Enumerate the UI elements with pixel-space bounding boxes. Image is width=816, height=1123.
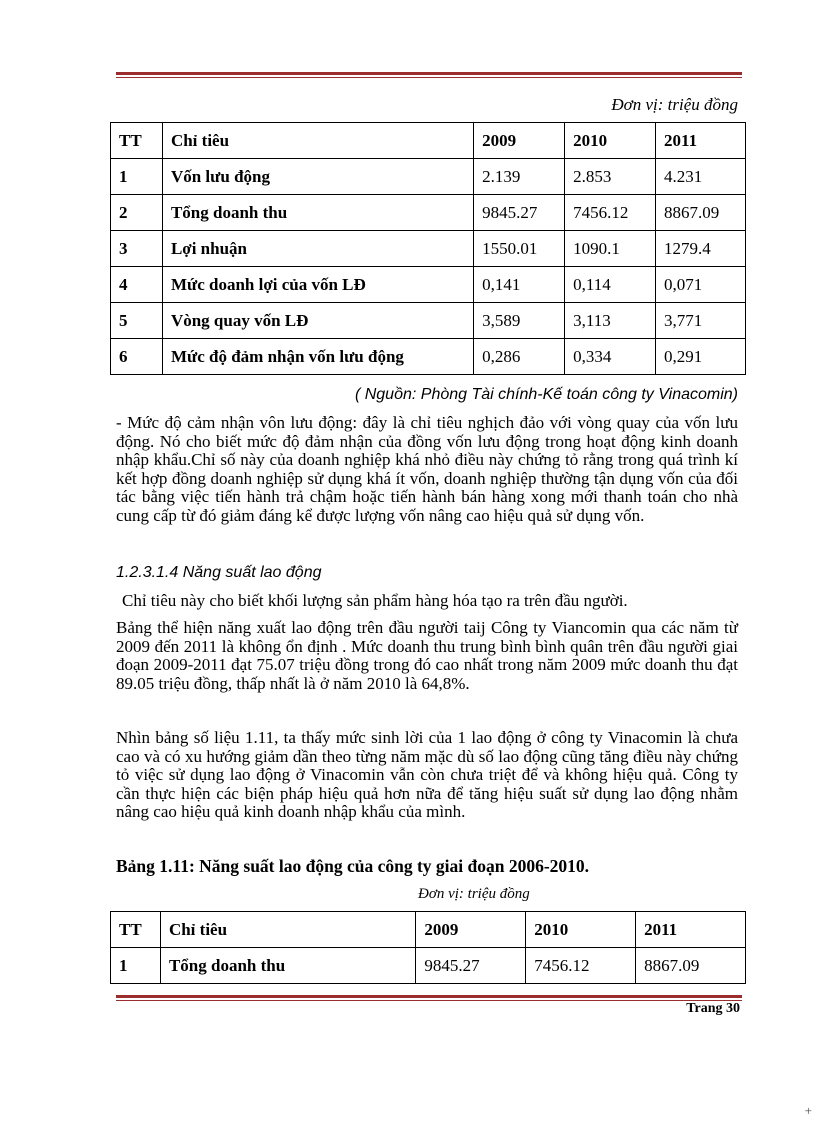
table-cell: 7456.12 bbox=[526, 948, 636, 984]
table-cell: 1 bbox=[111, 948, 161, 984]
table-cell: 3,771 bbox=[656, 303, 746, 339]
table-row bbox=[111, 195, 746, 231]
table-cell: 2.853 bbox=[565, 159, 656, 195]
table-cell: Mức độ đảm nhận vốn lưu động bbox=[162, 339, 473, 375]
table-row bbox=[111, 159, 746, 195]
table-cell: 0,071 bbox=[656, 267, 746, 303]
table-cell: 5 bbox=[111, 303, 163, 339]
table2-header-cell: 2010 bbox=[526, 912, 636, 948]
table-row bbox=[111, 267, 746, 303]
section-heading: 1.2.3.1.4 Năng suất lao động bbox=[116, 564, 322, 581]
footer-rule bbox=[116, 995, 742, 998]
table-cell: 1279.4 bbox=[656, 231, 746, 267]
header-rule-thin bbox=[116, 77, 742, 78]
footer-rule-thin bbox=[116, 1000, 742, 1001]
table-cell: 4 bbox=[111, 267, 163, 303]
table-cell: Lợi nhuận bbox=[162, 231, 473, 267]
table-cell: 4.231 bbox=[656, 159, 746, 195]
corner-mark: + bbox=[804, 1103, 812, 1118]
table2-header-cell: Chỉ tiêu bbox=[160, 912, 415, 948]
table-row bbox=[111, 231, 746, 267]
table-cell: 0,141 bbox=[474, 267, 565, 303]
table-cell: 1550.01 bbox=[474, 231, 565, 267]
table-cell: 0,291 bbox=[656, 339, 746, 375]
table-cell: 8867.09 bbox=[656, 195, 746, 231]
table-cell: 2.139 bbox=[474, 159, 565, 195]
table-cell: Tổng doanh thu bbox=[162, 195, 473, 231]
paragraph-capacity: - Mức độ cảm nhận vôn lưu động: đây là chỉ tiêu nghịch đảo với vòng quay của vốn lưu động. Nó cho biết mức độ đảm nhận của đồng vốn lưu động trong hoạt động kinh doanh nhập khẩu.Chỉ số này của doanh nghiệp khá nhỏ điều này chứng tỏ rằng trong quá trình kí kết hợp đồng doanh nghiệp sử dụng khá ít vốn, doanh nghiệp thường tận dụng vốn của đối tác bằng việc tiến hành trả chậm hoặc tiến hành bán hàng xong mới thanh toán cho nhà cung cấp từ đó giảm đáng kể được lượng vốn nâng cao hiệu quả sử dụng vốn. bbox=[116, 413, 738, 525]
table-cell: 0,114 bbox=[565, 267, 656, 303]
table1-unit: Đơn vị: triệu đồng bbox=[611, 95, 738, 114]
table2 bbox=[110, 911, 746, 984]
header-rule bbox=[116, 72, 742, 75]
table-cell: 3,589 bbox=[474, 303, 565, 339]
table2-unit: Đơn vị: triệu đồng bbox=[418, 886, 530, 902]
table1-header-cell: 2009 bbox=[474, 123, 565, 159]
table1-source: ( Nguồn: Phòng Tài chính-Kế toán công ty Vinacomin) bbox=[354, 386, 738, 403]
table-cell: Tổng doanh thu bbox=[160, 948, 415, 984]
table-row bbox=[111, 948, 746, 984]
table-cell: 3 bbox=[111, 231, 163, 267]
table1-header-cell: 2011 bbox=[656, 123, 746, 159]
table1 bbox=[110, 122, 746, 375]
table1-header-row bbox=[111, 123, 746, 159]
table-cell: 1 bbox=[111, 159, 163, 195]
paragraph-definition: Chỉ tiêu này cho biết khối lượng sản phẩm hàng hóa tạo ra trên đầu người. bbox=[122, 591, 628, 610]
paragraph-analysis: Nhìn bảng số liệu 1.11, ta thấy mức sinh lời của 1 lao động ở công ty Vinacomin là chưa cao và có xu hướng giảm dần theo từng năm mặc dù số lao động cũng tăng điều này chứng tỏ việc sử dụng lao động ở Vinacomin vẫn còn chưa triệt để và không hiệu quả. Công ty cần thực hiện các biện pháp hiệu quả hơn nữa để tăng hiệu suất sử dụng lao động nhằm nâng cao hiệu quả kinh doanh nhập khẩu của mình. bbox=[116, 728, 738, 821]
table-cell: 9845.27 bbox=[474, 195, 565, 231]
table-cell: Mức doanh lợi của vốn LĐ bbox=[162, 267, 473, 303]
table1-header-cell: Chỉ tiêu bbox=[162, 123, 473, 159]
table-cell: 6 bbox=[111, 339, 163, 375]
table-cell: 2 bbox=[111, 195, 163, 231]
table-row bbox=[111, 303, 746, 339]
table2-header-row bbox=[111, 912, 746, 948]
table2-header-cell: 2009 bbox=[416, 912, 526, 948]
table-cell: 8867.09 bbox=[636, 948, 746, 984]
table1-header-cell: TT bbox=[111, 123, 163, 159]
table2-header-cell: 2011 bbox=[636, 912, 746, 948]
table2-header-cell: TT bbox=[111, 912, 161, 948]
table-cell: 7456.12 bbox=[565, 195, 656, 231]
table-cell: 3,113 bbox=[565, 303, 656, 339]
table-cell: Vốn lưu động bbox=[162, 159, 473, 195]
table-cell: Vòng quay vốn LĐ bbox=[162, 303, 473, 339]
table-cell: 9845.27 bbox=[416, 948, 526, 984]
paragraph-productivity: Bảng thể hiện năng xuất lao động trên đầu người taij Công ty Viancomin qua các năm từ 2009 đến 2011 là không ổn định . Mức doanh thu trung bình bình quân trên đầu người giai đoạn 2009-2011 đạt 75.07 triệu đồng trong đó cao nhất trong năm 2009 mức doanh thu đạt 89.05 triệu đồng, thấp nhất là ở năm 2010 là 64,8%. bbox=[116, 618, 738, 693]
table-cell: 1090.1 bbox=[565, 231, 656, 267]
table-row bbox=[111, 339, 746, 375]
table-cell: 0,334 bbox=[565, 339, 656, 375]
table2-caption: Bảng 1.11: Năng suất lao động của công ty giai đoạn 2006-2010. bbox=[116, 856, 590, 876]
table1-header-cell: 2010 bbox=[565, 123, 656, 159]
page-number: Trang 30 bbox=[686, 1001, 740, 1016]
table-cell: 0,286 bbox=[474, 339, 565, 375]
